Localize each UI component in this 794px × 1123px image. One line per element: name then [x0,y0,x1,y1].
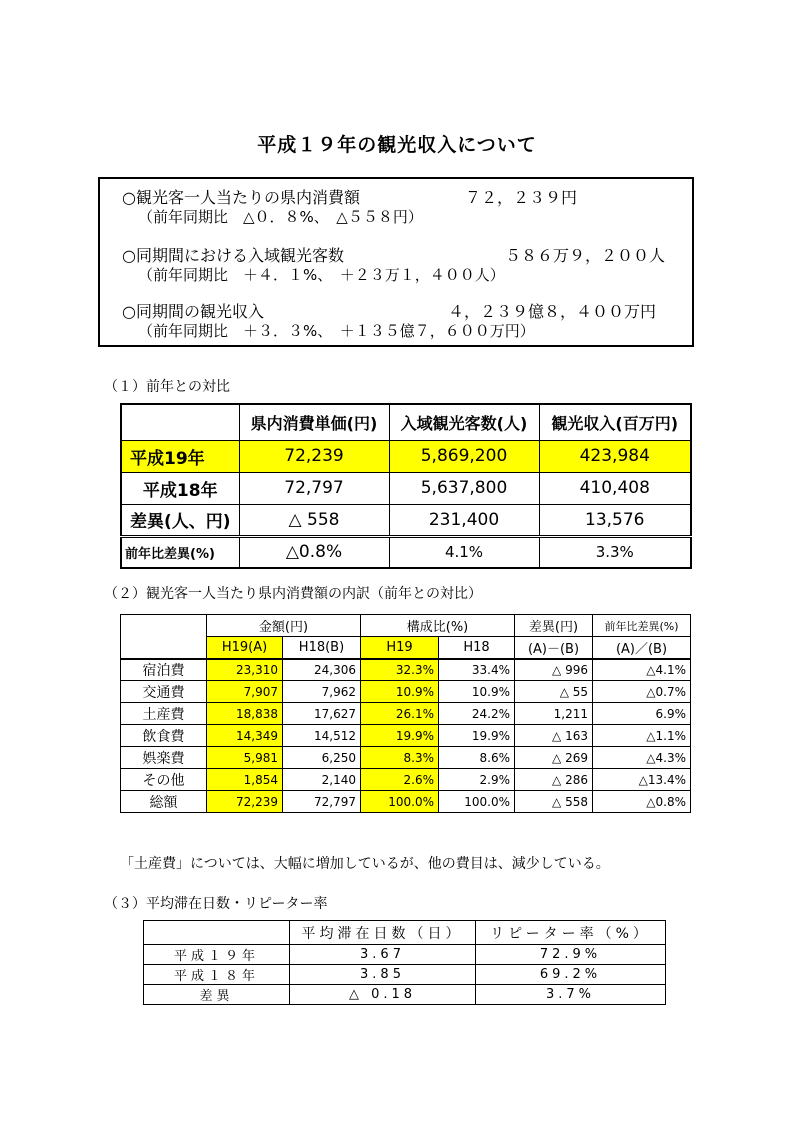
table-row [121,440,691,472]
cell: 8.6% [439,747,515,769]
cell: 14,512 [283,725,361,747]
table-row [144,945,666,965]
cell: 72.9% [476,945,666,965]
cell: 3.7% [476,985,666,1005]
cell: 3.67 [290,945,476,965]
cell: △0.7% [593,681,691,703]
cell: 14,349 [207,725,283,747]
cell: 6.9% [593,703,691,725]
cell: △ 163 [515,725,593,747]
row-label: 平成１８年 [144,965,290,985]
cell: 19.9% [361,725,439,747]
row-label: 差異(人、円) [121,504,239,536]
cell: 6,250 [283,747,361,769]
header-cell [144,921,290,945]
breakdown-body [121,659,691,813]
cell: △ 269 [515,747,593,769]
cell: 23,310 [207,659,283,681]
header-cell: リピーター率（%） [476,921,666,945]
table-row [121,725,691,747]
header-group-amount: 金額(円) [207,615,361,637]
cell: 10.9% [439,681,515,703]
cell: △13.4% [593,769,691,791]
table-row [121,536,691,568]
cell: 3.85 [290,965,476,985]
row-label: その他 [121,769,207,791]
table-row [121,681,691,703]
summary-label-3: ○同期間の観光収入 [122,302,264,321]
cell: △4.1% [593,659,691,681]
cell: 5,637,800 [389,472,539,504]
cell: 69.2% [476,965,666,985]
cell: △0.8% [239,536,389,568]
subheader-cell: (A)／(B) [593,637,691,659]
summary-sub-3: （前年同期比 ＋３．３%、 ＋１３５億７，６００万円） [138,322,535,340]
cell: △ 0.18 [290,985,476,1005]
cell: 26.1% [361,703,439,725]
cell: 423,984 [539,440,691,472]
table-row [121,791,691,813]
cell: 5,869,200 [389,440,539,472]
table-row [121,659,691,681]
table-row [121,703,691,725]
cell: 100.0% [439,791,515,813]
cell: 100.0% [361,791,439,813]
subheader-cell: H18 [439,637,515,659]
table-row [144,985,666,1005]
table-row [144,965,666,985]
summary-sub-2: （前年同期比 ＋４．１%、 ＋２３万１，４００人） [138,266,505,284]
cell: 7,907 [207,681,283,703]
summary-value-3: ４，２３９億８，４００万円 [448,302,657,321]
cell: 18,838 [207,703,283,725]
stay-repeater-table [143,920,666,1005]
cell: 231,400 [389,504,539,536]
header-group-diff: 差異(円) [515,615,593,637]
cell: △4.3% [593,747,691,769]
table-row [121,637,691,659]
cell: 72,797 [239,472,389,504]
comparison-table [120,403,692,569]
header-group-ratio: 構成比(%) [361,615,515,637]
table-row [121,404,691,440]
breakdown-table [120,614,691,813]
summary-sub-1: （前年同期比 △０．８%、 △５５８円） [138,208,423,226]
cell: △1.1% [593,725,691,747]
cell: 3.3% [539,536,691,568]
header-cell: 入域観光客数(人) [389,404,539,440]
header-cell: 観光収入(百万円) [539,404,691,440]
header-group-rate: 前年比差異(%) [593,615,691,637]
table-row [121,747,691,769]
table-row [144,921,666,945]
row-label: 差異 [144,985,290,1005]
cell: 1,211 [515,703,593,725]
row-label: 平成19年 [121,440,239,472]
subheader-cell: H19(A) [207,637,283,659]
cell: 7,962 [283,681,361,703]
cell: 8.3% [361,747,439,769]
cell: 17,627 [283,703,361,725]
cell: △0.8% [593,791,691,813]
table-row [121,769,691,791]
summary-label-1: ○観光客一人当たりの県内消費額 [122,188,360,207]
cell: △ 558 [515,791,593,813]
cell: 2.6% [361,769,439,791]
section2-heading: （２）観光客一人当たり県内消費額の内訳（前年との対比） [104,586,482,602]
cell: △ 996 [515,659,593,681]
cell: 72,239 [207,791,283,813]
cell: 2,140 [283,769,361,791]
summary-box [98,177,694,347]
page-title: 平成１９年の観光収入について [257,134,537,156]
row-label: 前年比差異(%) [121,536,239,568]
table-row [121,504,691,536]
cell: 33.4% [439,659,515,681]
table-row [121,472,691,504]
cell: 10.9% [361,681,439,703]
cell: 19.9% [439,725,515,747]
cell: △ 55 [515,681,593,703]
cell: 410,408 [539,472,691,504]
cell: 2.9% [439,769,515,791]
cell: 13,576 [539,504,691,536]
cell: △ 558 [239,504,389,536]
row-label: 平成１９年 [144,945,290,965]
row-label: 総額 [121,791,207,813]
cell: 24,306 [283,659,361,681]
row-label: 娯楽費 [121,747,207,769]
cell: 4.1% [389,536,539,568]
summary-label-2: ○同期間における入域観光客数 [122,246,344,265]
header-cell [121,404,239,440]
cell: △ 286 [515,769,593,791]
row-label: 交通費 [121,681,207,703]
cell: 1,854 [207,769,283,791]
row-label: 土産費 [121,703,207,725]
summary-value-1: ７２，２３９円 [465,188,578,207]
row-label: 宿泊費 [121,659,207,681]
subheader-cell: H19 [361,637,439,659]
subheader-cell: H18(B) [283,637,361,659]
row-label: 平成18年 [121,472,239,504]
cell: 32.3% [361,659,439,681]
cell: 24.2% [439,703,515,725]
table-row [121,615,691,637]
header-cell: 平均滞在日数（日） [290,921,476,945]
cell: 72,239 [239,440,389,472]
note-text: 「土産費」については、大幅に増加しているが、他の費目は、減少している。 [120,856,610,872]
section3-heading: （３）平均滞在日数・リピーター率 [104,896,328,912]
cell: 5,981 [207,747,283,769]
cell: 72,797 [283,791,361,813]
header-cell [121,615,207,659]
row-label: 飲食費 [121,725,207,747]
summary-value-2: ５８６万９，２００人 [505,246,666,265]
section1-heading: （１）前年との対比 [104,379,230,395]
header-cell: 県内消費単価(円) [239,404,389,440]
subheader-cell: (A)－(B) [515,637,593,659]
